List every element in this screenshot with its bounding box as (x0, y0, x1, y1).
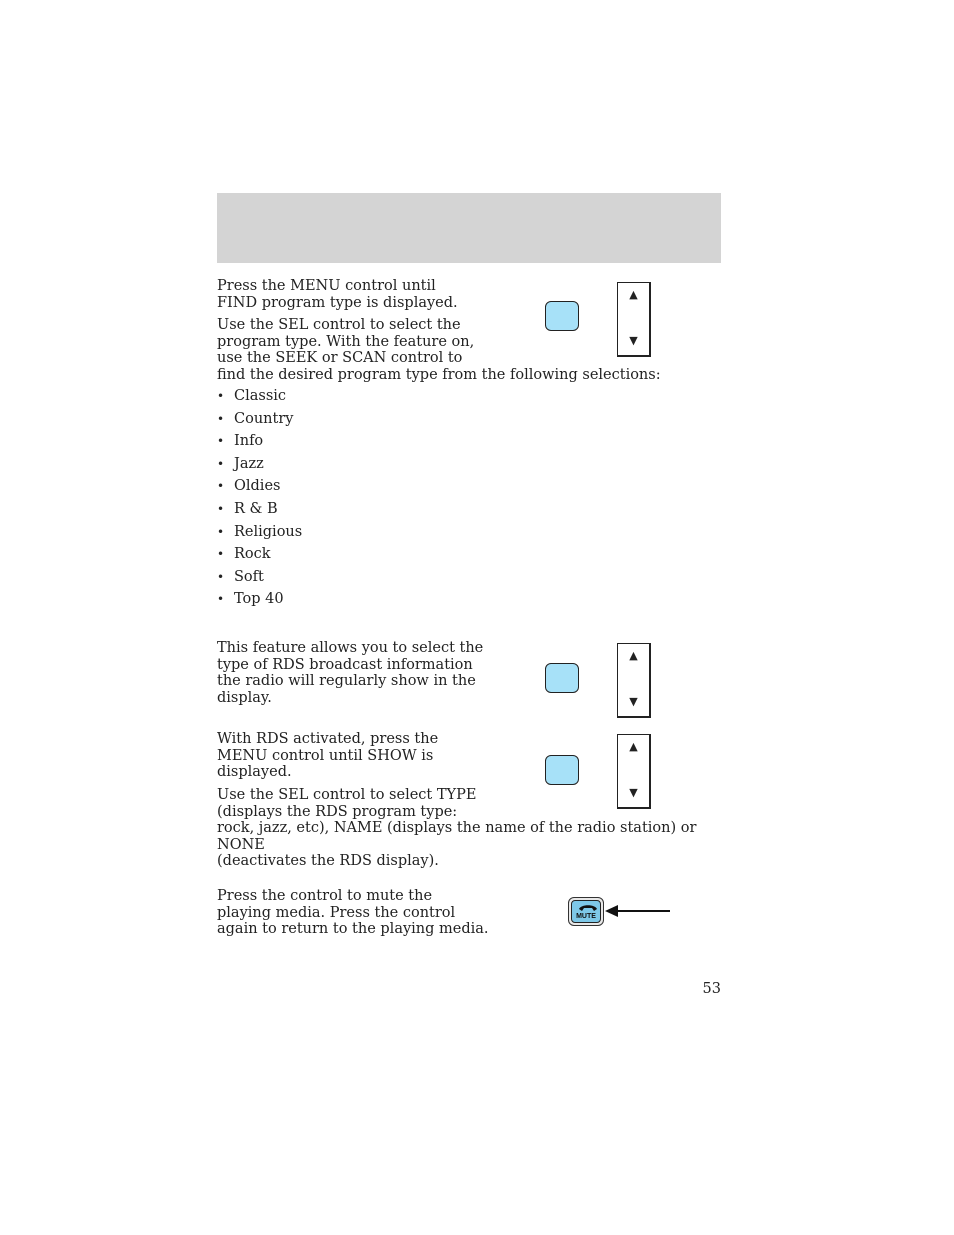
bullet-icon: • (217, 524, 225, 539)
list-item-label: Classic (234, 388, 287, 404)
show-paragraph-3 (217, 787, 727, 870)
find-line-2: program type. With the feature on, (217, 333, 475, 350)
show-type-line-3: rock, jazz, etc), NAME (displays the name of the radio station) or NONE (217, 820, 697, 853)
list-item-label: Oldies (234, 478, 281, 495)
list-item (217, 477, 302, 500)
show-type-line-2: (displays the RDS program type: (217, 803, 458, 820)
list-item-label: R & B (234, 500, 278, 517)
list-item (217, 590, 302, 613)
show-line-2: type of RDS broadcast information (217, 656, 473, 673)
arrow-down-icon[interactable]: ▼ (629, 695, 638, 708)
list-item-label: Country (234, 410, 294, 427)
list-item (217, 545, 302, 568)
mute-label: MUTE (576, 913, 596, 920)
bullet-icon: • (217, 411, 225, 426)
list-item-label: Jazz (234, 455, 264, 472)
show-activate-line-3: displayed. (217, 764, 292, 780)
pointer-arrow-icon (604, 903, 672, 919)
bullet-icon: • (217, 501, 225, 516)
mute-button[interactable] (568, 897, 604, 926)
show-paragraph-2 (217, 731, 517, 781)
list-item-label: Top 40 (234, 591, 284, 608)
show-activate-line-1: With RDS activated, press the (217, 731, 439, 747)
arrow-up-icon[interactable]: ▲ (629, 288, 638, 301)
arrow-up-icon[interactable]: ▲ (629, 649, 638, 662)
bullet-icon: • (217, 569, 225, 584)
list-item-label: Rock (234, 546, 271, 563)
program-type-list (217, 387, 302, 613)
bullet-icon: • (217, 456, 225, 471)
arrow-up-icon[interactable]: ▲ (629, 740, 638, 753)
list-item (217, 410, 302, 433)
seek-control[interactable] (617, 282, 651, 357)
bullet-icon: • (217, 389, 225, 403)
show-activate-line-2: MENU control until SHOW is (217, 747, 434, 764)
list-item (217, 523, 302, 546)
find-paragraph-2 (217, 317, 677, 383)
list-item (217, 568, 302, 591)
page-number: 53 (702, 981, 721, 997)
list-item (217, 387, 302, 410)
find-line-4: find the desired program type from the following selections: (217, 366, 661, 383)
show-type-line-1: Use the SEL control to select TYPE (217, 787, 477, 803)
show-line-1: This feature allows you to select the (217, 640, 484, 656)
find-paragraph-1 (217, 278, 517, 317)
list-item (217, 500, 302, 523)
find-line-3: use the SEEK or SCAN control to (217, 350, 463, 366)
list-item (217, 432, 302, 455)
find-instruction-text: Press the MENU control until FIND program type is displayed. (217, 278, 458, 311)
mute-line-2: playing media. Press the control (217, 904, 456, 921)
bullet-icon: • (217, 434, 225, 449)
find-line-1: Use the SEL control to select the (217, 317, 461, 333)
arrow-down-icon[interactable]: ▼ (629, 786, 638, 799)
section-header-band (217, 193, 721, 263)
arrow-down-icon[interactable]: ▼ (629, 334, 638, 347)
seek-control[interactable] (617, 643, 651, 718)
sel-control-button[interactable] (545, 663, 579, 693)
list-item-label: Religious (234, 523, 303, 540)
show-line-4: display. (217, 689, 272, 706)
list-item-label: Info (234, 433, 264, 450)
sel-control-button[interactable] (545, 755, 579, 785)
show-type-line-4: (deactivates the RDS display). (217, 853, 439, 869)
mute-line-1: Press the control to mute the (217, 888, 433, 904)
sel-control-button[interactable] (545, 301, 579, 331)
list-item (217, 455, 302, 478)
bullet-icon: • (217, 547, 225, 562)
mute-button-face[interactable] (571, 900, 601, 923)
list-item-label: Soft (234, 568, 264, 585)
show-paragraph-1 (217, 640, 517, 706)
bullet-icon: • (217, 479, 225, 494)
bullet-icon: • (217, 592, 225, 607)
show-line-3: the radio will regularly show in the (217, 673, 476, 689)
mute-line-3: again to return to the playing media. (217, 921, 489, 937)
mute-paragraph (217, 888, 517, 938)
